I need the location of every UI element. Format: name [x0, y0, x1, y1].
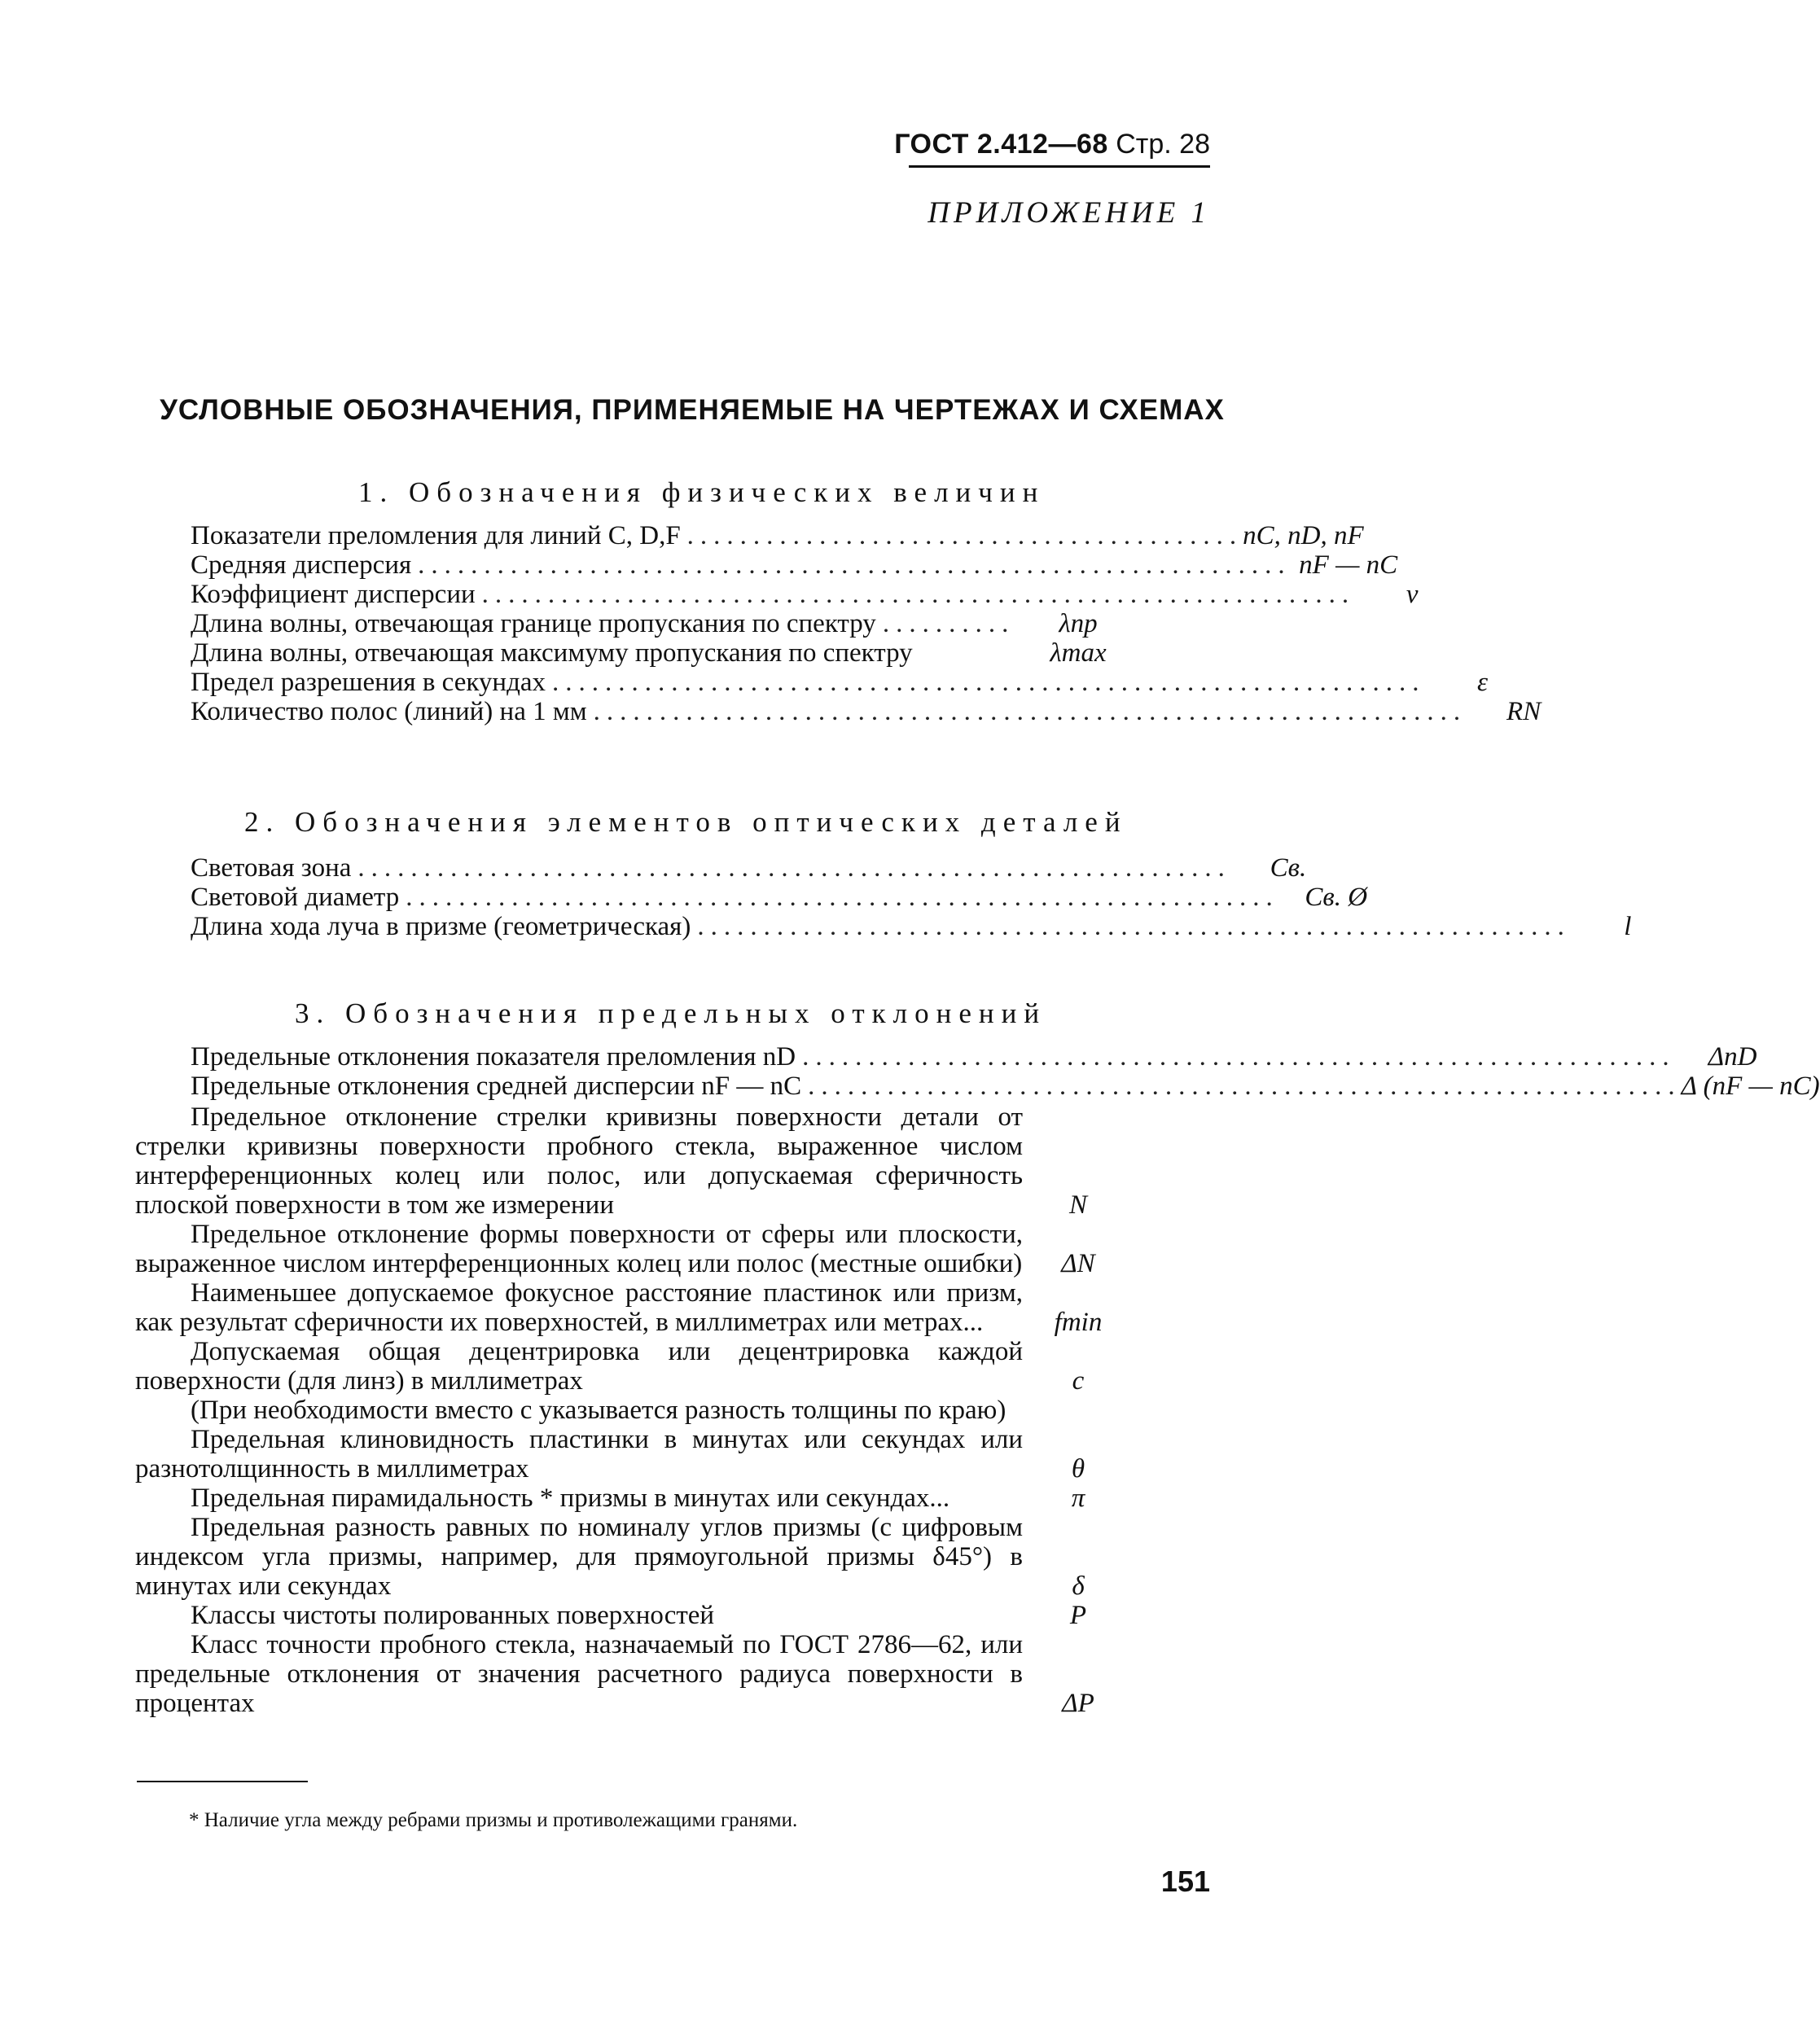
- item-text: Предельная пирамидальность * призмы в минутах или секундах...: [191, 1484, 950, 1513]
- item-symbol: λmax: [1050, 638, 1107, 668]
- list-item: [135, 1220, 1135, 1278]
- list-item: [135, 1278, 1135, 1337]
- item-text: Предельное отклонение стрелки кривизны поверхности детали от стрелки кривизны поверхности пробного стекла, выраженное числом интерференционных колец или полос, или допускаемая сферичность плоской поверхности в том же измерении: [135, 1102, 1023, 1220]
- list-item: [135, 1425, 1135, 1484]
- leader-dots: ..........................................: [686, 521, 1243, 550]
- item-text: Предельная клиновидность пластинки в минутах или секундах или разнотолщинность в миллиметрах: [135, 1425, 1023, 1484]
- item-label: Коэффициент дисперсии: [191, 580, 476, 609]
- item-symbol: λпр: [1059, 609, 1098, 638]
- leader-dots: ..................................................................: [593, 697, 1467, 726]
- list-item: [191, 550, 1398, 580]
- list-item: [191, 853, 1307, 883]
- item-text: Предельное отклонение формы поверхности от сферы или плоскости, выраженное числом интерференционных колец или полос (местные ошибки): [135, 1220, 1023, 1278]
- item-text: Классы чистоты полированных поверхностей: [191, 1601, 715, 1630]
- list-item: [135, 1337, 1135, 1396]
- item-symbol: Δ (nF — nC): [1681, 1072, 1820, 1101]
- section-title: 2. Обозначения элементов оптических деталей: [244, 806, 1128, 838]
- leader-dots: ..................................................................: [697, 912, 1571, 941]
- item-symbol: c: [1072, 1366, 1085, 1396]
- item-symbol: l: [1624, 912, 1632, 941]
- item-label: Средняя дисперсия: [191, 550, 412, 580]
- list-item: [191, 883, 1368, 912]
- section-2-list: [191, 853, 1632, 941]
- item-label: Предельные отклонения средней дисперсии nF — nC: [191, 1072, 802, 1101]
- list-item: [191, 1042, 1757, 1072]
- item-text: Класс точности пробного стекла, назначаемый по ГОСТ 2786—62, или предельные отклонения от значения расчетного радиуса поверхности в процентах: [135, 1630, 1023, 1718]
- header-page: Стр. 28: [1116, 129, 1210, 160]
- list-item: [135, 1102, 1135, 1220]
- list-item: [191, 1396, 1135, 1425]
- page-title: УСЛОВНЫЕ ОБОЗНАЧЕНИЯ, ПРИМЕНЯЕМЫЕ НА ЧЕРТЕЖАХ И СХЕМАХ: [160, 394, 1225, 426]
- item-label: Предельные отклонения показателя преломления nD: [191, 1042, 796, 1072]
- item-symbol: N: [1068, 1190, 1087, 1220]
- list-item: [191, 912, 1632, 941]
- list-item: [191, 638, 1135, 668]
- leader-dots: ..................................................................: [808, 1072, 1682, 1101]
- item-label: Длина волны, отвечающая границе пропускания по спектру: [191, 609, 876, 638]
- item-label: Показатели преломления для линий C, D,F: [191, 521, 681, 550]
- item-symbol: ε: [1477, 668, 1489, 697]
- item-symbol: RN: [1506, 697, 1542, 726]
- item-symbol: θ: [1071, 1454, 1085, 1484]
- item-symbol: Св.: [1270, 853, 1307, 883]
- item-label: Предел разрешения в секундах: [191, 668, 546, 697]
- page-header: [894, 129, 1210, 168]
- list-item: [135, 1630, 1135, 1718]
- item-symbol: ν: [1406, 580, 1419, 609]
- item-label: Длина хода луча в призме (геометрическая): [191, 912, 691, 941]
- list-item: [191, 1484, 1135, 1513]
- leader-dots: ..........: [882, 609, 1015, 638]
- appendix-label: ПРИЛОЖЕНИЕ 1: [928, 196, 1210, 230]
- item-symbol: ΔnD: [1708, 1042, 1757, 1072]
- header-line: [894, 129, 1210, 160]
- item-label: Световой диаметр: [191, 883, 400, 912]
- item-symbol: fmin: [1054, 1308, 1103, 1337]
- item-text: Предельная разность равных по номиналу углов призмы (с цифровым индексом угла призмы, например, для прямоугольной призмы δ45°) в минутах или секундах: [135, 1513, 1023, 1601]
- footnote: * Наличие угла между ребрами призмы и противолежащими гранями.: [189, 1809, 798, 1831]
- leader-dots: ..................................................................: [802, 1042, 1676, 1072]
- list-item: [191, 1601, 1135, 1630]
- leader-dots: ..................................................................: [552, 668, 1426, 697]
- leader-dots: ..................................................................: [406, 883, 1279, 912]
- item-label: Длина волны, отвечающая максимуму пропускания по спектру: [191, 638, 913, 668]
- item-symbol: Св. Ø: [1305, 883, 1368, 912]
- section-title: 1. Обозначения физических величин: [358, 476, 1046, 508]
- list-item: [191, 521, 1364, 550]
- leader-dots: ..................................................................: [418, 550, 1292, 580]
- item-label: Световая зона: [191, 853, 352, 883]
- header-rule: [909, 165, 1210, 168]
- list-item: [191, 668, 1489, 697]
- standard-number: ГОСТ 2.412—68: [894, 129, 1108, 160]
- item-text: Допускаемая общая децентрировка или децентрировка каждой поверхности (для линз) в миллиметрах: [135, 1337, 1023, 1396]
- item-symbol: π: [1071, 1484, 1085, 1513]
- item-label: Количество полос (линий) на 1 мм: [191, 697, 587, 726]
- list-item: [135, 1513, 1135, 1601]
- page-number: 151: [1160, 1865, 1210, 1898]
- section-1-list: [191, 521, 1542, 726]
- list-item: [191, 580, 1419, 609]
- section-title: 3. Обозначения предельных отклонений: [295, 997, 1047, 1029]
- footnote-rule: [137, 1781, 308, 1782]
- item-symbol: nC, nD, nF: [1243, 521, 1364, 550]
- item-symbol: ΔN: [1061, 1249, 1095, 1278]
- item-symbol: δ: [1072, 1571, 1085, 1601]
- list-item: [191, 697, 1542, 726]
- leader-dots: ..................................................................: [481, 580, 1356, 609]
- list-item: [191, 609, 1135, 638]
- item-symbol: P: [1069, 1601, 1087, 1630]
- leader-dots: ..................................................................: [357, 853, 1231, 883]
- section-3-list: [135, 1042, 1820, 1718]
- item-symbol: ΔP: [1062, 1689, 1094, 1718]
- item-symbol: nF — nC: [1299, 550, 1398, 580]
- list-item: [191, 1072, 1820, 1101]
- item-text: Наименьшее допускаемое фокусное расстояние пластинок или призм, как результат сферичности их поверхностей, в миллиметрах или метрах...: [135, 1278, 1023, 1337]
- item-text: (При необходимости вместо c указывается разность толщины по краю): [191, 1396, 1006, 1425]
